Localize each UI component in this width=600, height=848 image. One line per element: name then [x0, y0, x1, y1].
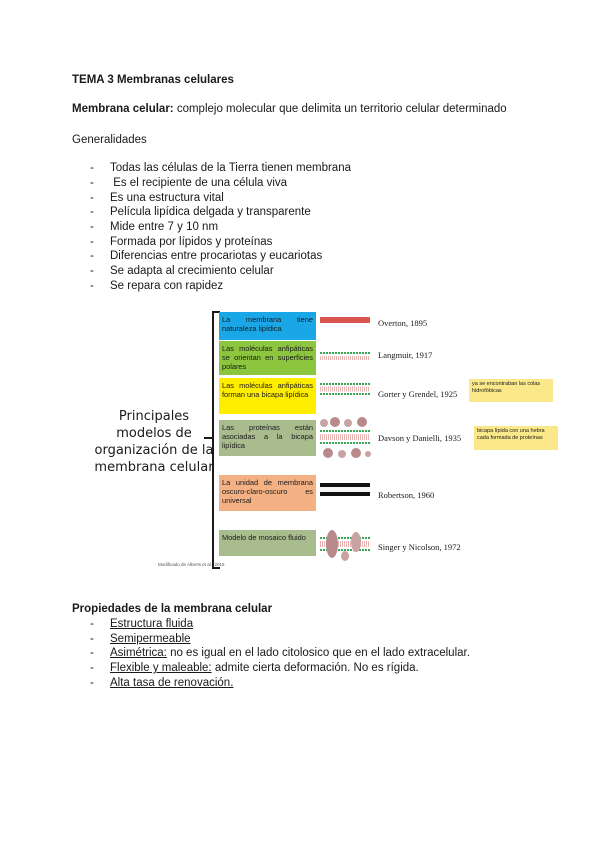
propiedades-heading: Propiedades de la membrana celular [72, 603, 273, 615]
list-item: - Es el recipiente de una célula viva [90, 177, 288, 189]
citation-davson-danielli: Davson y Danielli, 1935 [378, 433, 462, 443]
page-title: TEMA 3 Membranas celulares [72, 74, 234, 86]
definition-term: Membrana celular: [72, 103, 174, 115]
citation-robertson: Robertson, 1960 [378, 490, 435, 500]
citation-singer-nicolson: Singer y Nicolson, 1972 [378, 542, 461, 552]
diagram-source: Modificado de Alberts et al., 2015 [158, 562, 225, 567]
citation-gorter-grendel: Gorter y Grendel, 1925 [378, 389, 458, 399]
diagram-side-title: Principales modelos de organización de la membrana celular [94, 409, 214, 475]
overton-lipid-bar [320, 317, 370, 323]
citation-langmuir: Langmuir, 1917 [378, 350, 433, 360]
citation-overton: Overton, 1895 [378, 318, 428, 328]
list-item: - Asimétrica: no es igual en el lado citolosico que en el lado extracelular. [90, 647, 470, 659]
robertson-unit-membrane [320, 483, 370, 496]
list-item: - Flexible y maleable: admite cierta deformación. No es rígida. [90, 662, 419, 674]
definition [72, 102, 507, 116]
generalidades-heading: Generalidades [72, 134, 147, 146]
definition-text: complejo molecular que delimita un territorio celular determinado [173, 103, 507, 115]
list-item: - Alta tasa de renovación. [90, 677, 234, 689]
model-box-davson-danielli: Las proteínas están asociadas a la bicapa lipídica [219, 420, 316, 456]
model-box-gorter-grendel: Las moléculas anfipáticas forman una bicapa lipídica [219, 378, 316, 414]
list-item: - Estructura fluida [90, 618, 194, 630]
list-item: - Todas las células de la Tierra tienen membrana [90, 162, 351, 174]
model-box-overton: La membrana tiene naturaleza lipídica [219, 312, 316, 340]
langmuir-monolayer [320, 353, 370, 358]
sticky-note-hydrophobic: ya se encontraban las colas hidrofóbicas [469, 379, 553, 402]
list-item: - Se adapta al crecimiento celular [90, 265, 274, 277]
singer-nicolson-fluid-mosaic [320, 530, 370, 561]
list-item: - Diferencias entre procariotas y eucariotas [90, 250, 323, 262]
list-item: - Se repara con rapidez [90, 280, 224, 292]
model-box-robertson: La unidad de membrana oscuro-claro-oscuro es universal [219, 475, 316, 511]
list-item: - Mide entre 7 y 10 nm [90, 221, 219, 233]
list-item: - Es una estructura vital [90, 192, 224, 204]
diagram-bracket-tick [204, 437, 212, 439]
davson-danielli-sandwich [320, 417, 371, 458]
membrane-illustrations [318, 310, 374, 572]
gorter-grendel-bilayer [320, 384, 370, 394]
sticky-note-bilayer-protein: bicapa lípida con una hebra cada formada de proteínas [474, 426, 558, 450]
model-box-langmuir: Las moléculas anfipáticas se orientan en superficies polares [219, 341, 316, 375]
list-item: - Formada por lípidos y proteínas [90, 236, 273, 248]
list-item: - Película lipídica delgada y transparente [90, 206, 311, 218]
model-box-singer-nicolson: Modelo de mosaico fluido [219, 530, 316, 556]
list-item: - Semipermeable [90, 633, 191, 645]
